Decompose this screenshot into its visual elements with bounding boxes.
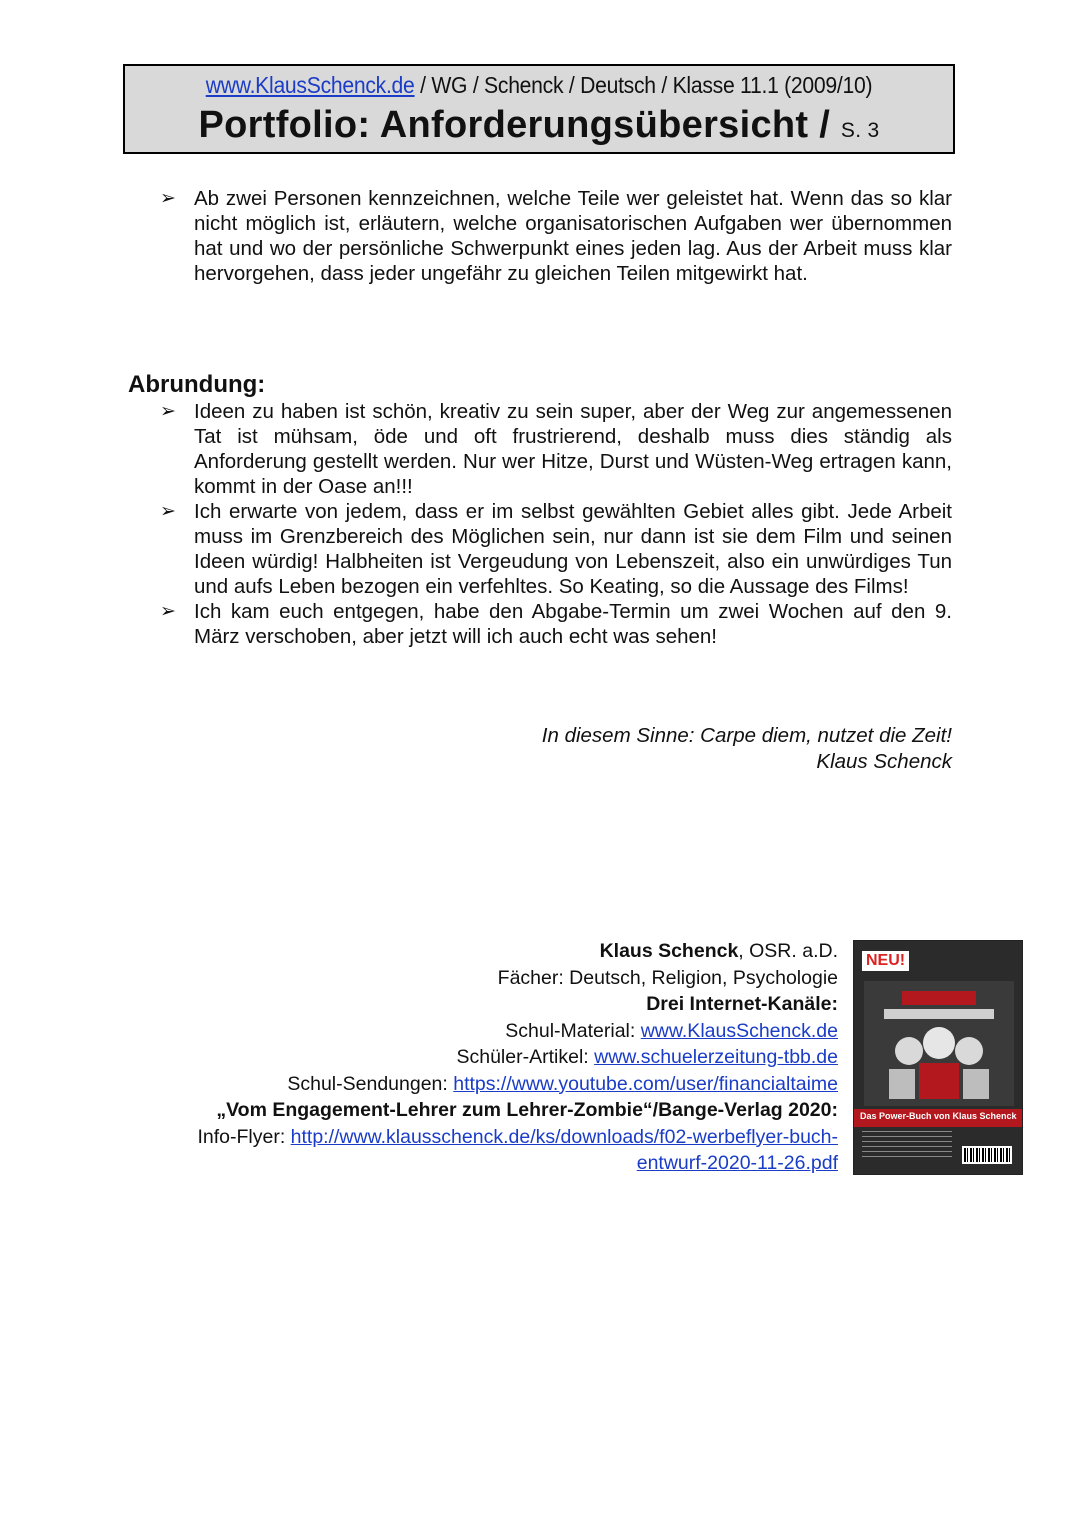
section-title: Abrundung:	[128, 371, 266, 398]
barcode-icon	[962, 1146, 1012, 1164]
section-bullet-list	[160, 399, 952, 649]
page-number: S. 3	[840, 119, 880, 142]
closing-line: In diesem Sinne: Carpe diem, nutzet die Zeit!	[541, 724, 952, 747]
list-item	[160, 499, 952, 599]
author-title: , OSR. a.D.	[738, 940, 838, 962]
header-breadcrumb	[158, 72, 920, 99]
book-title-line: „Vom Engagement-Lehrer zum Lehrer-Zombie“/Bange-Verlag 2020:	[216, 1099, 838, 1121]
page-title	[125, 104, 953, 147]
new-badge: NEU!	[862, 951, 909, 971]
author-signature-block	[197, 938, 838, 1177]
schueler-artikel-label: Schüler-Artikel:	[456, 1046, 595, 1068]
schul-sendungen-link[interactable]: https://www.youtube.com/user/financialtaime	[453, 1072, 838, 1095]
intro-bullet-list	[160, 186, 952, 286]
list-item-text: Ich erwarte von jedem, dass er im selbst gewählten Gebiet alles gibt. Jede Arbeit muss im Grenzbereich des Möglichen sein, nur dann ist sie dem Film und seinen Ideen würdig! Halbheiten ist Vergeudung von Lebenszeit, also ein unwürdiges Tun und aufs Leben bezogen ein verfehltes. So Keating, so die Aussage des Films!	[194, 500, 952, 598]
arrow-bullet-icon: ➢	[160, 188, 176, 209]
info-flyer-link-continued[interactable]: entwurf-2020-11-26.pdf	[636, 1152, 838, 1174]
info-flyer-label: Info-Flyer:	[197, 1125, 291, 1148]
schul-material-label: Schul-Material:	[505, 1019, 641, 1042]
page-title-text: Portfolio: Anforderungsübersicht /	[198, 104, 841, 146]
arrow-bullet-icon: ➢	[160, 501, 176, 522]
cover-fine-print	[862, 1131, 952, 1161]
arrow-bullet-icon: ➢	[160, 601, 176, 622]
header-breadcrumb-rest: / WG / Schenck / Deutsch / Klasse 11.1 (2009/10)	[414, 72, 873, 98]
schueler-artikel-link[interactable]: www.schuelerzeitung-tbb.de	[594, 1046, 838, 1068]
list-item	[160, 599, 952, 649]
book-cover-illustration	[864, 981, 1014, 1106]
book-tagline: Das Power-Buch von Klaus Schenck	[860, 1111, 1017, 1121]
book-cover-image	[853, 940, 1023, 1175]
list-item	[160, 399, 952, 499]
schul-sendungen-label: Schul-Sendungen:	[287, 1072, 454, 1095]
channels-heading: Drei Internet-Kanäle:	[646, 993, 838, 1015]
list-item-text: Ich kam euch entgegen, habe den Abgabe-Termin um zwei Wochen auf den 9. März verschoben, aber jetzt will ich auch echt was sehen!	[194, 600, 952, 648]
header-site-link[interactable]: www.KlausSchenck.de	[205, 72, 415, 98]
closing-quote	[542, 723, 952, 775]
arrow-bullet-icon: ➢	[160, 401, 176, 422]
schul-material-link[interactable]: www.KlausSchenck.de	[640, 1019, 838, 1042]
list-item	[160, 186, 952, 286]
author-name: Klaus Schenck	[599, 940, 739, 962]
zombie-illustration-icon	[864, 981, 1014, 1106]
closing-author: Klaus Schenck	[816, 750, 952, 773]
list-item-text: Ideen zu haben ist schön, kreativ zu sein super, aber der Weg zur angemessenen Tat ist mühsam, öde und oft frustrierend, deshalb muss dies ständig als Anforderung gestellt werden. Nur wer Hitze, Durst und Wüsten-Weg ertragen kann, kommt in der Oase an!!!	[194, 400, 952, 498]
info-flyer-link[interactable]: http://www.klausschenck.de/ks/downloads/f02-werbeflyer-buch-	[290, 1125, 838, 1148]
header-box	[123, 64, 955, 154]
list-item-text: Ab zwei Personen kennzeichnen, welche Teile wer geleistet hat. Wenn das so klar nicht möglich ist, erläutern, welche organisatorischen Aufgaben wer übernommen hat und wo der persönliche Schwerpunkt eines jeden lag. Aus der Arbeit muss klar hervorgehen, dass jeder ungefähr zu gleichen Teilen mitgewirkt hat.	[194, 187, 952, 285]
author-subjects: Fächer: Deutsch, Religion, Psychologie	[497, 966, 838, 989]
